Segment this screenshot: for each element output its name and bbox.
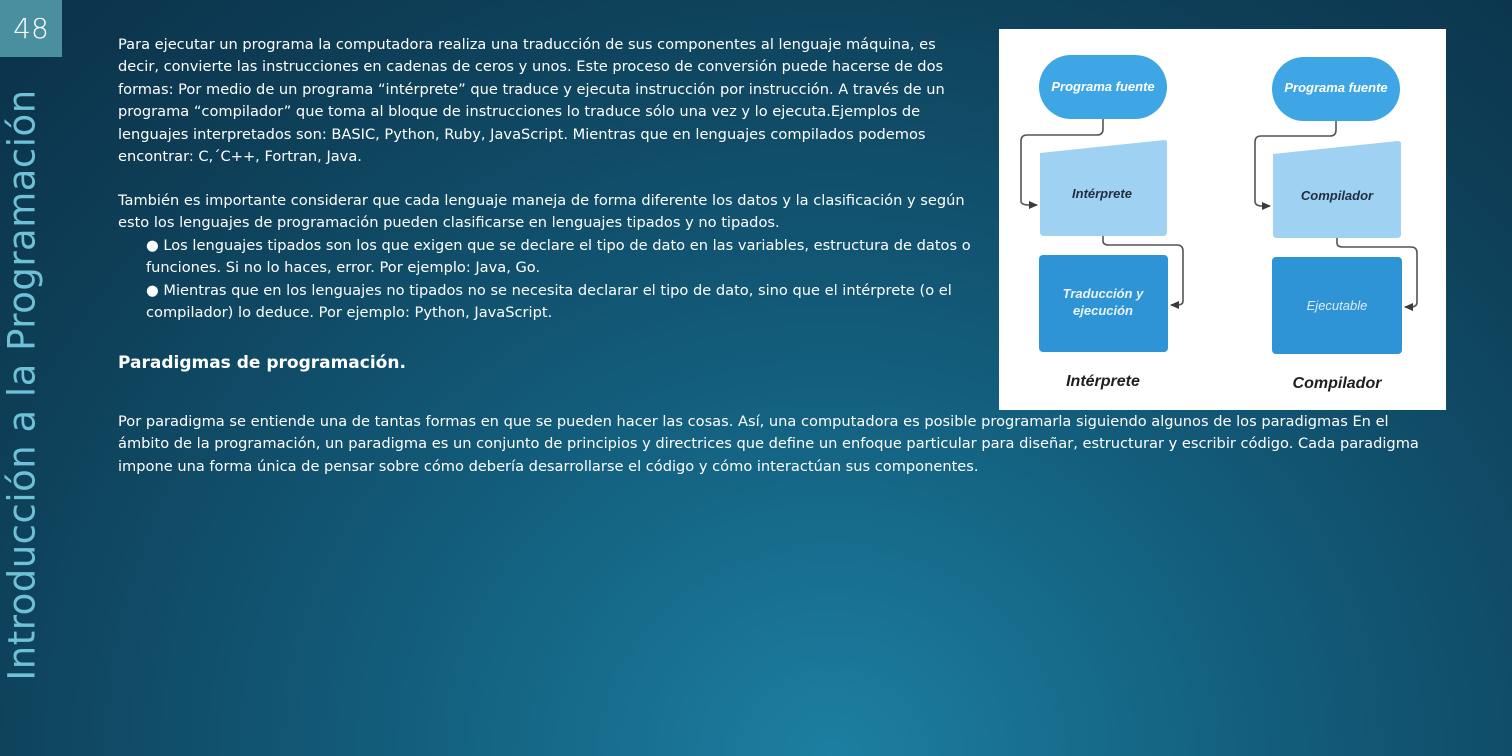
interpreter-result-label-2: ejecución (1073, 303, 1133, 318)
interpreter-source-label: Programa fuente (1051, 79, 1155, 94)
compiler-source-label: Programa fuente (1284, 80, 1388, 95)
paragraph-paradigms: Por paradigma se entiende una de tantas formas en que se pueden hacer las cosas. Así, una computadora es posible programarla siguiendo algunos de los paradigmas En el ámbito de la programación, un paradigma es un conjunto de principios y directrices que define un enfoque particular para diseñar, estructurar y escribir código. Cada paradigma impone una forma única de pensar sobre cómo debería desarrollarse el código y cómo interactúan sus componentes. (118, 413, 1419, 475)
section-heading: Paradigmas de programación. (118, 353, 406, 373)
paragraph-translation: Para ejecutar un programa la computadora realiza una traducción de sus componentes al lenguaje máquina, es decir, convierte las instrucciones en cadenas de ceros y unos. Este proceso de conversión puede hacerse de dos formas: Por medio de un programa “intérprete” que traduce y ejecuta instrucción por instrucción. A través de un programa “compilador” que toma al bloque de instrucciones lo traduce sólo una vez y lo ejecuta.Ejemplos de lenguajes interpretados son: BASIC, Python, Ruby, JavaScript. Mientras que en lenguajes compilados podemos encontrar: C,´C++, Fortran, Java. (118, 36, 945, 166)
paragraph-typing: También es importante considerar que cada lenguaje maneja de forma diferente los datos y la clasificación y según esto los lenguajes de programación pueden clasificarse en lenguajes tipados y no tipados. (118, 192, 965, 232)
bullet-typed-languages: ● Los lenguajes tipados son los que exigen que se declare el tipo de dato en las variables, estructura de datos o funciones. Si no lo haces, error. Por ejemplo: Java, Go. (146, 237, 971, 277)
compiler-process-label: Compilador (1300, 188, 1374, 203)
interpreter-caption: Intérprete (1066, 373, 1140, 390)
bullet-untyped-languages: ● Mientras que en los lenguajes no tipados no se necesita declarar el tipo de dato, sino que el intérprete (o el compilador) lo deduce. Por ejemplo: Python, JavaScript. (146, 282, 952, 322)
side-title: Introducción a la Programación (0, 89, 44, 681)
interpreter-compiler-diagram (999, 29, 1446, 410)
compiler-result-label: Ejecutable (1306, 298, 1368, 313)
interpreter-result-label-1: Traducción y (1062, 286, 1144, 301)
interpreter-process-label: Intérprete (1072, 186, 1132, 201)
page-number: 48 (0, 0, 62, 57)
compiler-caption: Compilador (1292, 375, 1382, 392)
